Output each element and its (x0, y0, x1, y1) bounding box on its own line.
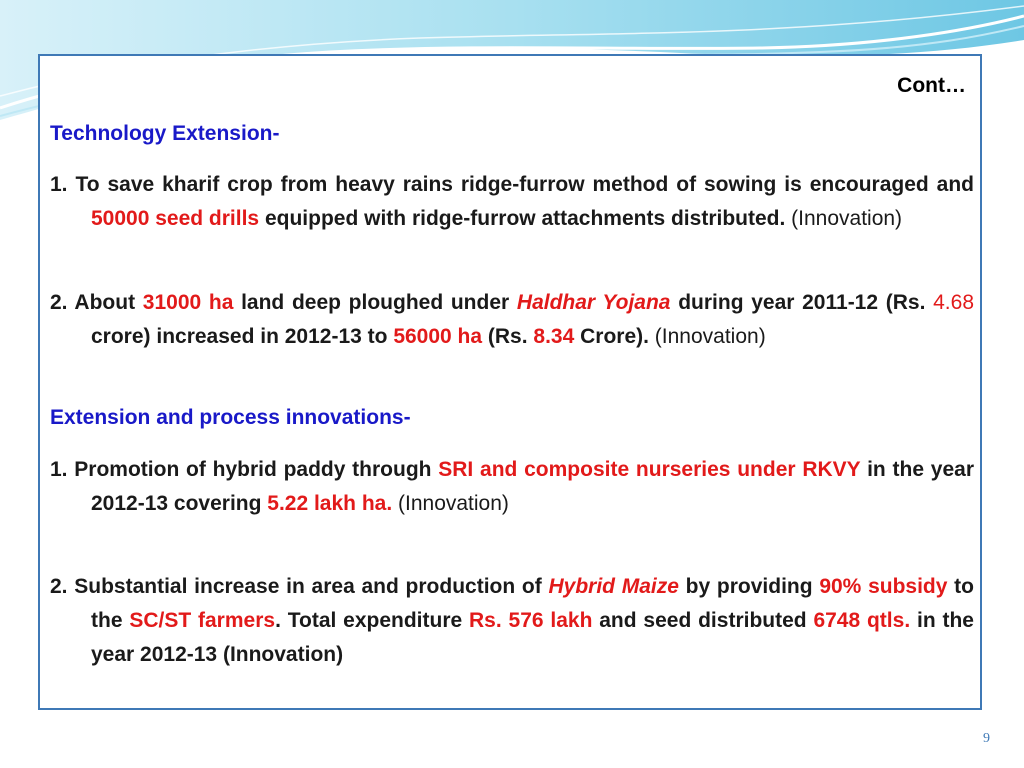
page-number: 9 (983, 731, 990, 746)
content-box (38, 54, 982, 710)
list-item: 2. Substantial increase in area and production of Hybrid Maize by providing 90% subsidy to the SC/ST farmers. Total expenditure Rs. 576 lakh and seed distributed 6748 qtls. in the year 2012-13 (Innovation) (50, 575, 974, 666)
cont-label: Cont… (897, 74, 966, 97)
list-item: 2. About 31000 ha land deep ploughed under Haldhar Yojana during year 2011-12 (Rs. 4.68 crore) increased in 2012-13 to 56000 ha (Rs. 8.34 Crore). (Innovation) (50, 291, 974, 348)
technology-extension-heading: Technology Extension- (50, 122, 280, 145)
list-item: 1. To save kharif crop from heavy rains ridge-furrow method of sowing is encouraged and 50000 seed drills equipped with ridge-furrow attachments distributed. (Innovation) (50, 173, 974, 230)
list-item: 1. Promotion of hybrid paddy through SRI and composite nurseries under RKVY in the year 2012-13 covering 5.22 lakh ha. (Innovation) (50, 458, 974, 515)
extension-process-heading: Extension and process innovations- (50, 406, 411, 429)
